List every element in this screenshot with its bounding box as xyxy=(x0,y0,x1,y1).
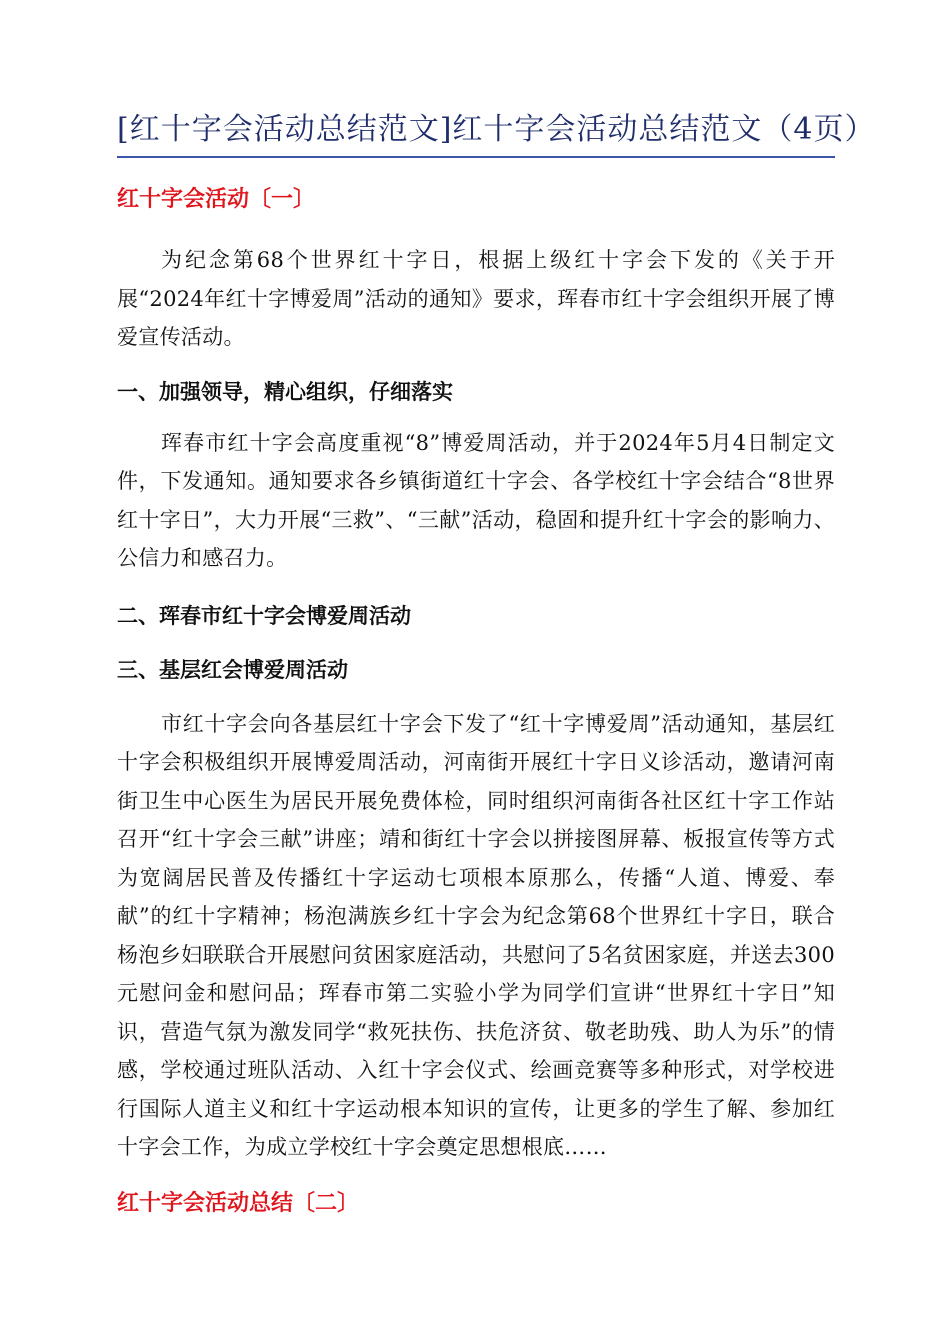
document-title: [红十字会活动总结范文]红十字会活动总结范文（4页） xyxy=(117,108,835,158)
subheading-2: 二、珲春市红十字会博爱周活动 xyxy=(117,603,411,628)
subheading-1: 一、加强领导，精心组织，仔细落实 xyxy=(117,379,453,404)
paragraph-1: 珲春市红十字会高度重视“8”博爱周活动，并于2024年5月4日制定文件，下发通知。通知要求各乡镇街道红十字会、各学校红十字会结合“8世界红十字日”，大力开展“三救”、“三献”活动，稳固和提升红十字会的影响力、公信力和感召力。 xyxy=(117,430,835,570)
paragraph-3: 市红十字会向各基层红十字会下发了“红十字博爱周”活动通知，基层红十字会积极组织开展博爱周活动，河南街开展红十字日义诊活动，邀请河南街卫生中心医生为居民开展免费体检，同时组织河南街各社区红十字工作站召开“红十字会三献”讲座；靖和街红十字会以拼接图屏幕、板报宣传等方式为宽阔居民普及传播红十字运动七项根本原那么，传播“人道、博爱、奉献”的红十字精神；杨泡满族乡红十字会为纪念第68个世界红十字日，联合杨泡乡妇联联合开展慰问贫困家庭活动，共慰问了5名贫困家庭，并送去300元慰问金和慰问品；珲春市第二实验小学为同学们宣讲“世界红十字日”知识，营造气氛为激发同学“救死扶伤、扶危济贫、敬老助残、助人为乐”的情感，学校通过班队活动、入红十字会仪式、绘画竞赛等多种形式，对学校进行国际人道主义和红十字运动根本知识的宣传，让更多的学生了解、参加红十字会工作，为成立学校红十字会奠定思想根底…… xyxy=(117,711,835,1159)
subheading-3: 三、基层红会博爱周活动 xyxy=(117,657,348,682)
section-heading-1: 红十字会活动〔一〕 xyxy=(117,187,316,212)
intro-paragraph: 为纪念第68个世界红十字日，根据上级红十字会下发的《关于开展“2024年红十字博爱周”活动的通知》要求，珲春市红十字会组织开展了博爱宣传活动。 xyxy=(117,248,835,349)
document-page xyxy=(117,108,876,1220)
section-heading-2: 红十字会活动总结〔二〕 xyxy=(117,1190,360,1216)
